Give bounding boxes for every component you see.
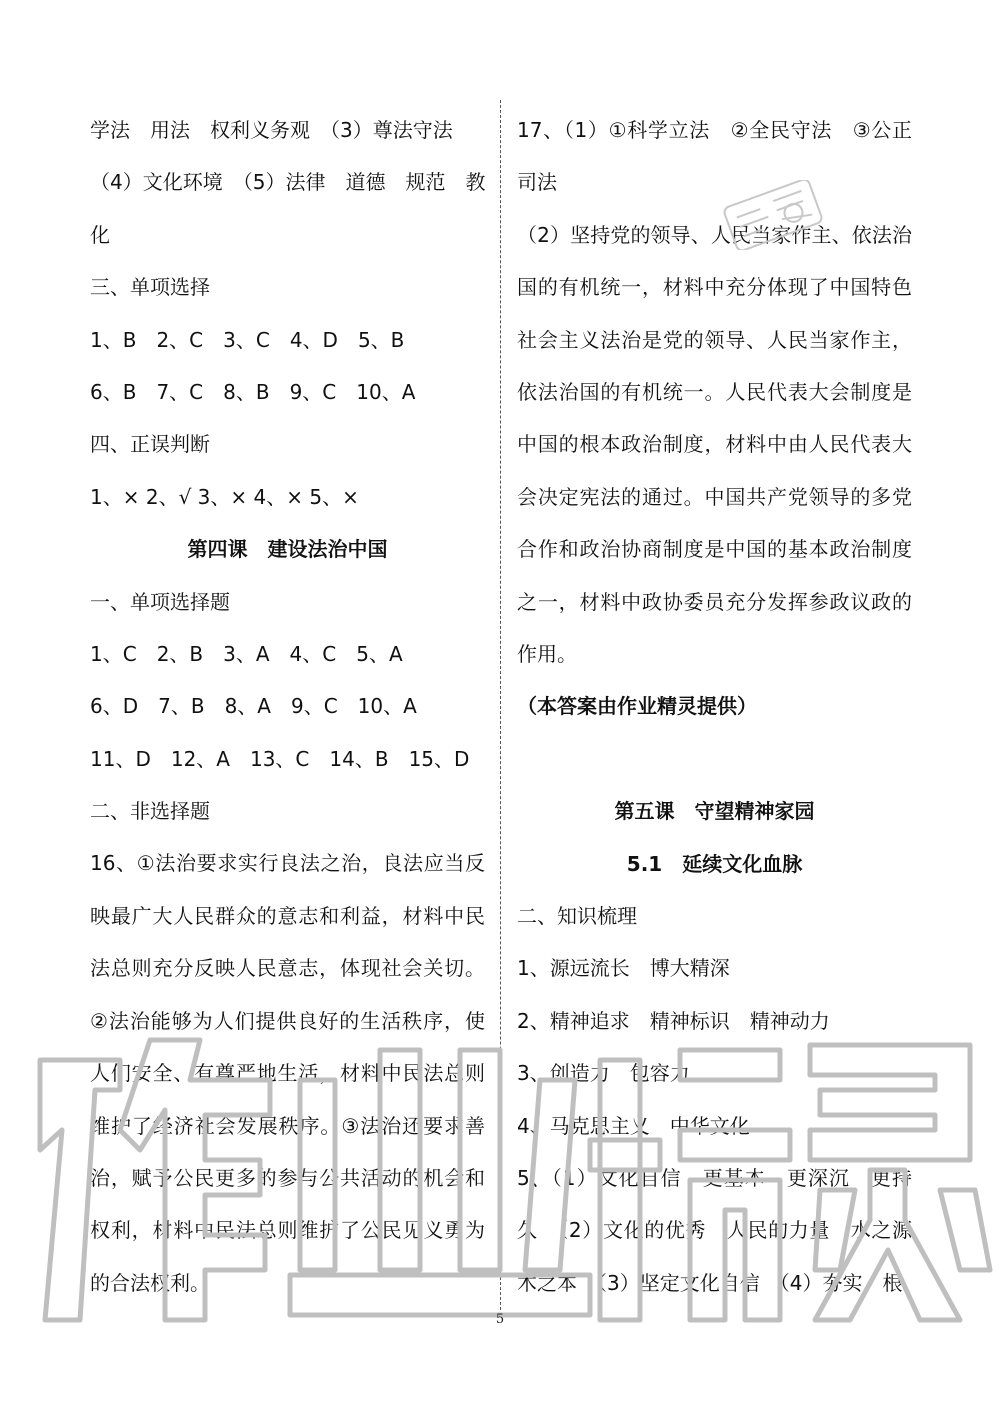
answer-line: 3、创造力 包容力 — [517, 1061, 690, 1086]
answer-paragraph: （2）坚持党的领导、人民当家作主、依法治国的有机统一，材料中充分体现了中国特色社会主义法治是党的领导、人民当家作主，依法治国的有机统一。人民代表大会制度是中国的根本政治制度，材料中由人民代表大会决定宪法的通过。中国共产党领导的多党合作和政治协商制度是中国的基本政治制度之一，材料中政协委员充分发挥参政议政的作用。 — [517, 222, 912, 667]
answer-line: 化 — [90, 222, 110, 247]
answer-paragraph: 5、（1）文化自信 更基本 更深沉 更持久 （2）文化的优秀 人民的力量 水之源 木之本 （3）坚定文化自信 （4）夯实 根 — [517, 1165, 932, 1295]
answer-paragraph: 16、①法治要求实行良法之治，良法应当反映最广大人民群众的意志和利益，材料中民法总则充分反映人民意志，体现社会关切。②法治能够为人们提供良好的生活秩序，使人们安全、有尊严地生活，材料中民法总则维护了经济社会发展秩序。③法治还要求善治，赋予公民更多的参与公共活动的机会和权利，材料中民法总则维护了公民见义勇为的合法权利。 — [90, 851, 485, 1295]
page-number: 5 — [495, 1312, 505, 1327]
answer-line: 4、马克思主义 中华文化 — [517, 1113, 750, 1138]
answer-paragraph: 17、（1）①科学立法 ②全民守法 ③公正司法 — [517, 118, 912, 195]
section-heading: 四、正误判断 — [90, 432, 210, 457]
lesson-title: 第五课 守望精神家园 — [614, 799, 815, 824]
answer-line: 6、B 7、C 8、B 9、C 10、A — [90, 379, 416, 404]
right-column — [517, 104, 932, 1309]
answer-line: 学法 用法 权利义务观 （3）尊法守法 — [90, 118, 453, 142]
left-column — [90, 104, 485, 1309]
answer-line: 1、源远流长 博大精深 — [517, 956, 730, 981]
answer-credit: （本答案由作业精灵提供） — [517, 694, 757, 719]
section-heading: 三、单项选择 — [90, 275, 210, 300]
spacer — [517, 733, 912, 785]
answer-line: 1、C 2、B 3、A 4、C 5、A — [90, 641, 403, 666]
section-heading: 一、单项选择题 — [90, 589, 230, 614]
answer-line: 2、精神追求 精神标识 精神动力 — [517, 1008, 830, 1033]
subsection-title: 5.1 延续文化血脉 — [626, 851, 803, 876]
section-heading: 二、非选择题 — [90, 799, 210, 824]
answer-line: 6、D 7、B 8、A 9、C 10、A — [90, 694, 417, 719]
answer-line: （4）文化环境 （5）法律 道德 规范 教 — [90, 170, 485, 195]
answer-line: 1、B 2、C 3、C 4、D 5、B — [90, 327, 405, 352]
column-divider — [500, 100, 501, 1310]
section-heading: 二、知识梳理 — [517, 904, 637, 929]
answer-line: 1、× 2、√ 3、× 4、× 5、× — [90, 484, 359, 509]
answer-line: 11、D 12、A 13、C 14、B 15、D — [90, 746, 470, 771]
lesson-title: 第四课 建设法治中国 — [187, 537, 388, 562]
